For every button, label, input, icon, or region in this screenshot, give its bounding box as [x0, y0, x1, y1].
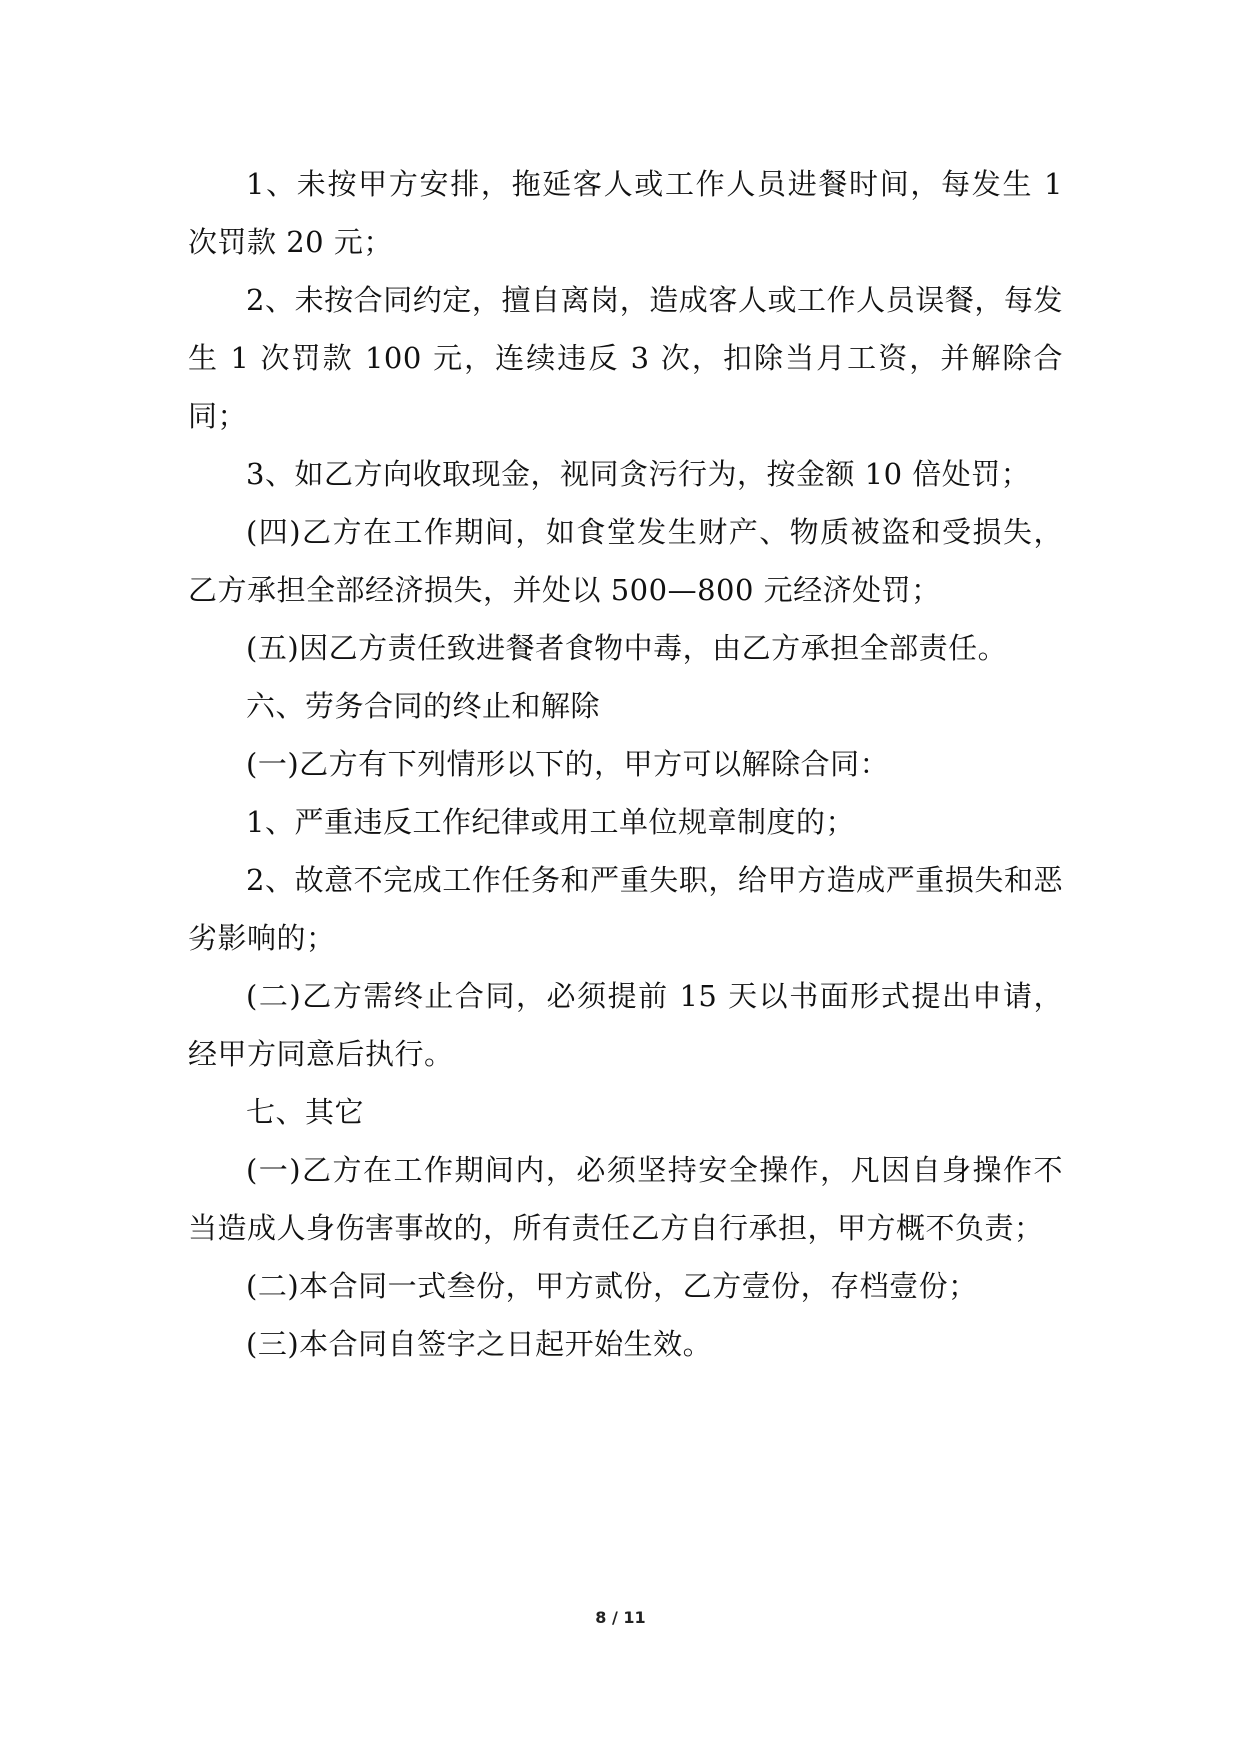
- paragraph-termination-1: (一)乙方有下列情形以下的，甲方可以解除合同：: [246, 747, 890, 781]
- paragraph-penalty-2: 2、未按合同约定，擅自离岗，造成客人或工作人员误餐，每发生 1 次罚款 100 元，连续违反 3 次，扣除当月工资，并解除合同；: [188, 283, 1063, 433]
- paragraph-termination-1-item-2: 2、故意不完成工作任务和严重失职，给甲方造成严重损失和恶劣影响的；: [188, 863, 1063, 955]
- section-heading-other: 七、其它: [246, 1095, 365, 1129]
- paragraph-clause-4: (四)乙方在工作期间，如食堂发生财产、物质被盗和受损失，乙方承担全部经济损失，并处以 500—800 元经济处罚；: [188, 515, 1063, 607]
- paragraph-other-2: (二)本合同一式叁份，甲方贰份，乙方壹份，存档壹份；: [246, 1269, 978, 1303]
- paragraph-penalty-3: 3、如乙方向收取现金，视同贪污行为，按金额 10 倍处罚；: [246, 457, 1031, 491]
- section-heading-termination: 六、劳务合同的终止和解除: [246, 689, 601, 723]
- paragraph-other-1: (一)乙方在工作期间内，必须坚持安全操作，凡因自身操作不当造成人身伤害事故的，所有责任乙方自行承担，甲方概不负责；: [188, 1153, 1063, 1245]
- paragraph-other-3: (三)本合同自签字之日起开始生效。: [246, 1327, 713, 1361]
- document-body: [188, 155, 1063, 1373]
- paragraph-termination-2: (二)乙方需终止合同，必须提前 15 天以书面形式提出申请，经甲方同意后执行。: [188, 979, 1063, 1071]
- paragraph-clause-5: (五)因乙方责任致进餐者食物中毒，由乙方承担全部责任。: [246, 631, 1008, 665]
- paragraph-penalty-1: 1、未按甲方安排，拖延客人或工作人员进餐时间，每发生 1 次罚款 20 元；: [188, 167, 1063, 259]
- paragraph-termination-1-item-1: 1、严重违反工作纪律或用工单位规章制度的；: [246, 805, 855, 839]
- page-number: 8 / 11: [595, 1608, 646, 1627]
